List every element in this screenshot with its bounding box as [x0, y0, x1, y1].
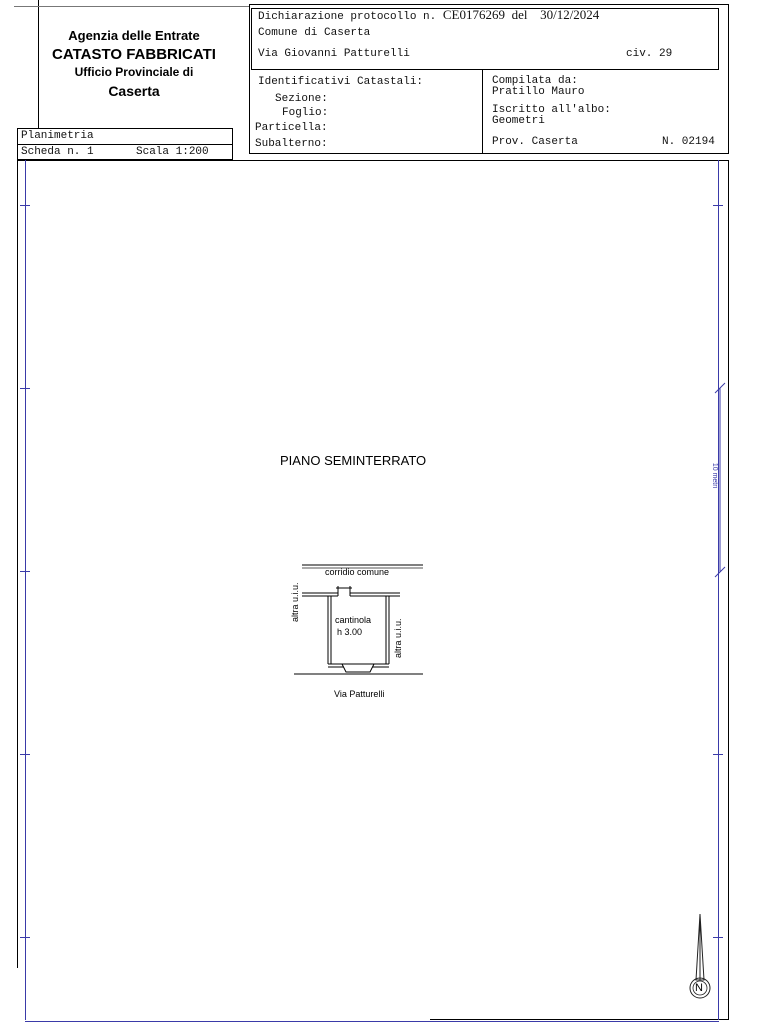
agency-name: Agenzia delle Entrate: [68, 28, 200, 43]
scale-bar-label: 10 metri: [711, 462, 719, 489]
iscritto-label: Iscritto all'albo:: [492, 104, 611, 116]
protocol-number: CE0176269: [442, 7, 505, 22]
margin-tick: [20, 754, 30, 755]
right-margin-guide: [718, 160, 719, 1020]
frame-top: [17, 160, 729, 161]
frame-right: [728, 160, 729, 1020]
ufficio-provinciale: Ufficio Provinciale di: [74, 65, 194, 79]
scheda-text: Scheda n. 1: [21, 146, 94, 158]
sezione-label: Sezione:: [275, 93, 328, 105]
right-unit-label: altra u.i.u.: [393, 618, 403, 658]
date-value: 30/12/2024: [540, 7, 600, 22]
frame-left: [17, 160, 18, 968]
margin-tick: [20, 205, 30, 206]
scala-text: [136, 146, 209, 158]
left-unit-label: altra u.i.u.: [290, 582, 300, 622]
planimetria-divider: [17, 144, 233, 145]
scala-value: 200: [188, 146, 209, 158]
frame-bottom: [430, 1019, 729, 1020]
ident-title: Identificativi Catastali:: [258, 76, 424, 88]
scala-label: Scala 1:: [136, 146, 189, 158]
subalterno-label: Subalterno:: [255, 138, 328, 150]
catasto-fabbricati: CATASTO FABBRICATI: [52, 46, 216, 63]
planimetria-title: Planimetria: [21, 130, 94, 142]
margin-tick: [713, 754, 723, 755]
numero-text: N. 02194: [662, 136, 715, 148]
header-top-edge: [14, 6, 250, 7]
iscritto-value: Geometri: [492, 115, 545, 127]
margin-tick: [20, 937, 30, 938]
foglio-label: Foglio:: [282, 107, 329, 119]
agency-block: [34, 28, 234, 99]
provincia-text: Prov. Caserta: [492, 136, 578, 148]
corridor-label: corridio comune: [325, 567, 390, 577]
ufficio-city: Caserta: [108, 83, 160, 99]
compilata-name: Pratillo Mauro: [492, 86, 585, 98]
comune-text: Comune di Caserta: [258, 27, 371, 39]
date-label: del: [511, 7, 528, 22]
margin-tick: [713, 205, 723, 206]
north-label: N: [695, 982, 703, 994]
left-margin-guide: [25, 160, 26, 1020]
header-left-edge: [38, 0, 39, 128]
room-name: cantinola: [335, 615, 372, 625]
particella-label: Particella:: [255, 122, 328, 134]
margin-tick: [20, 388, 30, 389]
floor-title: PIANO SEMINTERRATO: [280, 453, 427, 468]
civic-text: civ. 29: [626, 48, 673, 60]
protocol-line: [258, 7, 599, 23]
protocol-label: Dichiarazione protocollo n.: [258, 11, 437, 23]
room-height: h 3.00: [337, 627, 363, 637]
ident-divider: [482, 70, 483, 154]
street-label: Via Patturelli: [334, 689, 385, 699]
compilata-label: Compilata da:: [492, 75, 578, 87]
bottom-margin-guide: [25, 1021, 719, 1022]
margin-tick: [20, 571, 30, 572]
address-text: Via Giovanni Patturelli: [258, 48, 410, 60]
